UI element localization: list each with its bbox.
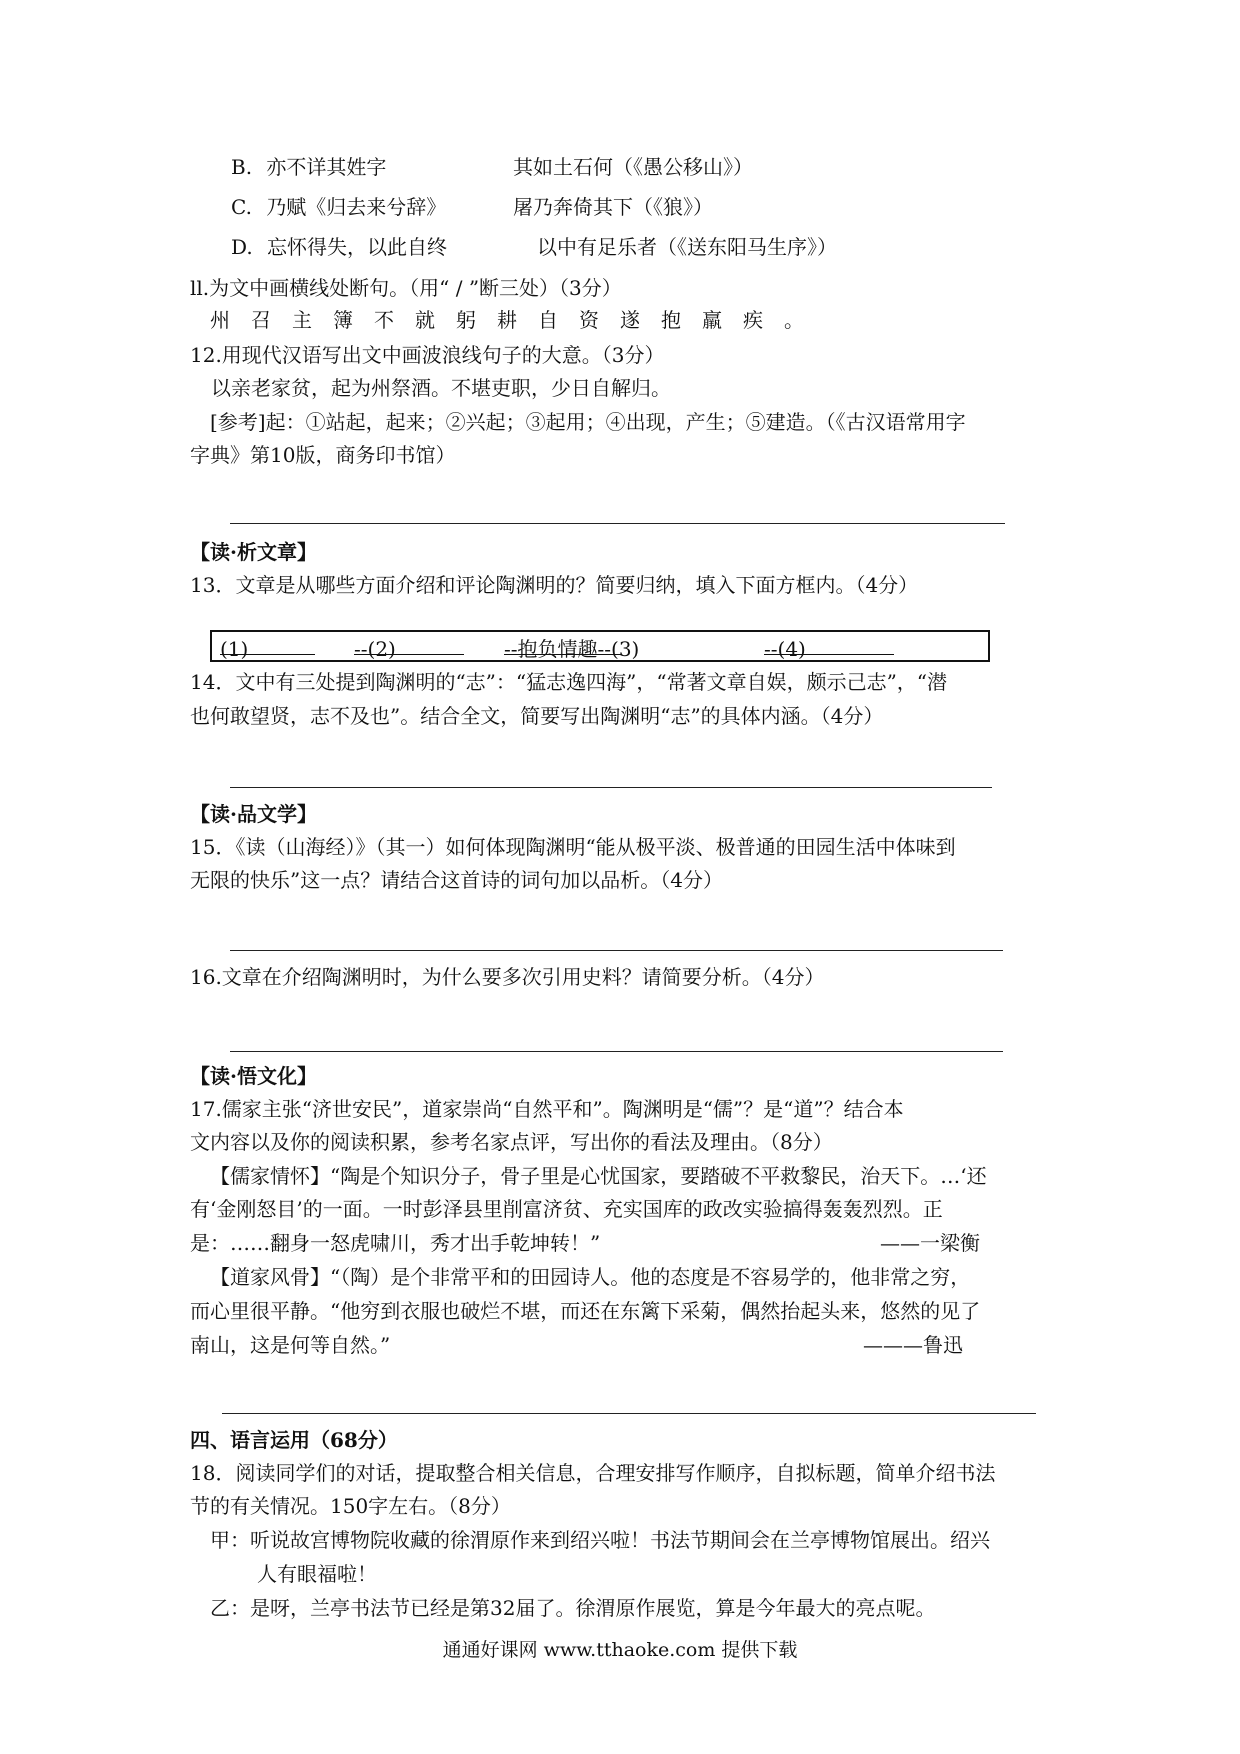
q14-line1: 14．文中有三处提到陶渊明的“志”：“猛志逸四海”，“常著文章自娱，颇示己志”，“潜 (190, 670, 948, 694)
option-label: C. (231, 195, 252, 219)
q18-line1: 18．阅读同学们的对话，提取整合相关信息，合理安排写作顺序，自拟标题，简单介绍书法 (190, 1461, 996, 1485)
section-heading-culture: 【读·悟文化】 (190, 1064, 317, 1088)
dao-quote-line3: 南山，这是何等自然。” (190, 1333, 391, 1357)
section-heading-literature: 【读·品文学】 (190, 802, 317, 826)
dialogue-yi: 乙：是呀，兰亭书法节已经是第32届了。徐渭原作展览，算是今年最大的亮点呢。 (210, 1596, 936, 1620)
q11-text: 州召主簿不就躬耕自资遂抱羸疾。 (210, 308, 825, 332)
ru-quote-author: ——一梁衡 (880, 1231, 980, 1255)
option-label: D. (231, 235, 253, 259)
q10-option-d-right: 以中有足乐者（《送东阳马生序》） (537, 235, 837, 259)
ru-quote-line3: 是：……翻身一怒虎啸川，秀才出手乾坤转！” (190, 1231, 601, 1255)
q10-option-b-right: 其如土石何（《愚公移山》） (513, 155, 753, 179)
option-left-text: 亦不详其姓字 (266, 155, 387, 179)
q12-text: 以亲老家贫，起为州祭酒。不堪吏职，少日自解归。 (211, 376, 671, 400)
q10-option-c-right: 屠乃奔倚其下（《狼》） (513, 195, 713, 219)
q12-reference-line2: 字典》第10版，商务印书馆） (190, 443, 456, 467)
dao-quote-author: ———鲁迅 (863, 1333, 963, 1357)
q13-prompt: 13．文章是从哪些方面介绍和评论陶渊明的？简要归纳，填入下面方框内。（4分） (190, 573, 919, 597)
dialogue-jia-line2: 人有眼福啦！ (257, 1562, 377, 1586)
q15-line1: 15．《读（山海经）》（其一）如何体现陶渊明“能从极平淡、极普通的田园生活中体味到 (190, 835, 956, 859)
section-heading-language: 四、语言运用（68分） (190, 1428, 398, 1452)
answer-line-q17 (222, 1413, 1036, 1414)
q10-option-c (231, 193, 446, 221)
answer-line-q15 (230, 950, 1003, 951)
option-label: B. (231, 155, 253, 179)
answer-line-q16 (230, 1051, 1003, 1052)
q17-line2: 文内容以及你的阅读积累，参考名家点评，写出你的看法及理由。（8分） (190, 1130, 833, 1154)
dialogue-jia-line1: 甲：听说故宫博物院收藏的徐渭原作来到绍兴啦！书法节期间会在兰亭博物馆展出。绍兴 (210, 1528, 990, 1552)
q10-option-b (231, 153, 386, 181)
q13-answer-box: (1) --(2) --抱负情趣--(3) --(4) (210, 630, 990, 662)
section-heading-analyze: 【读·析文章】 (190, 540, 317, 564)
q16-prompt: 16.文章在介绍陶渊明时，为什么要多次引用史料？请简要分析。（4分） (190, 965, 825, 989)
q12-prompt: 12.用现代汉语写出文中画波浪线句子的大意。（3分） (190, 343, 665, 367)
ru-quote-line1: 【儒家情怀】“陶是个知识分子，骨子里是心忧国家，要踏破不平救黎民，治天下。…‘还 (210, 1164, 987, 1188)
answer-line-q12 (230, 523, 1005, 524)
q14-line2: 也何敢望贤，志不及也”。结合全文，简要写出陶渊明“志”的具体内涵。（4分） (190, 704, 884, 728)
q11-prompt: ll.为文中画横线处断句。（用“ / ”断三处）（3分） (190, 276, 622, 300)
option-left-text: 忘怀得失，以此自终 (267, 235, 448, 259)
option-left-text: 乃赋《归去来兮辞》 (266, 195, 447, 219)
ru-quote-line2: 有‘金刚怒目’的一面。一时彭泽县里削富济贫、充实国库的政改实验搞得轰轰烈烈。正 (190, 1197, 943, 1221)
page-footer: 通通好课网 www.tthaoke.com 提供下载 (442, 1639, 798, 1661)
q17-line1: 17.儒家主张“济世安民”，道家崇尚“自然平和”。陶渊明是“儒”？是“道”？结合本 (190, 1097, 904, 1121)
q18-line2: 节的有关情况。150字左右。（8分） (190, 1494, 511, 1518)
q15-line2: 无限的快乐”这一点？请结合这首诗的词句加以品析。（4分） (190, 868, 723, 892)
q12-reference-line1: [参考]起：①站起，起来；②兴起；③起用；④出现，产生；⑤建造。（《古汉语常用字 (210, 410, 966, 434)
dao-quote-line1: 【道家风骨】“（陶）是个非常平和的田园诗人。他的态度是不容易学的，他非常之穷， (210, 1265, 971, 1289)
answer-line-q14 (230, 787, 992, 788)
q10-option-d (231, 233, 447, 261)
dao-quote-line2: 而心里很平静。“他穷到衣服也破烂不堪，而还在东篱下采菊，偶然抬起头来，悠然的见了 (190, 1299, 981, 1323)
